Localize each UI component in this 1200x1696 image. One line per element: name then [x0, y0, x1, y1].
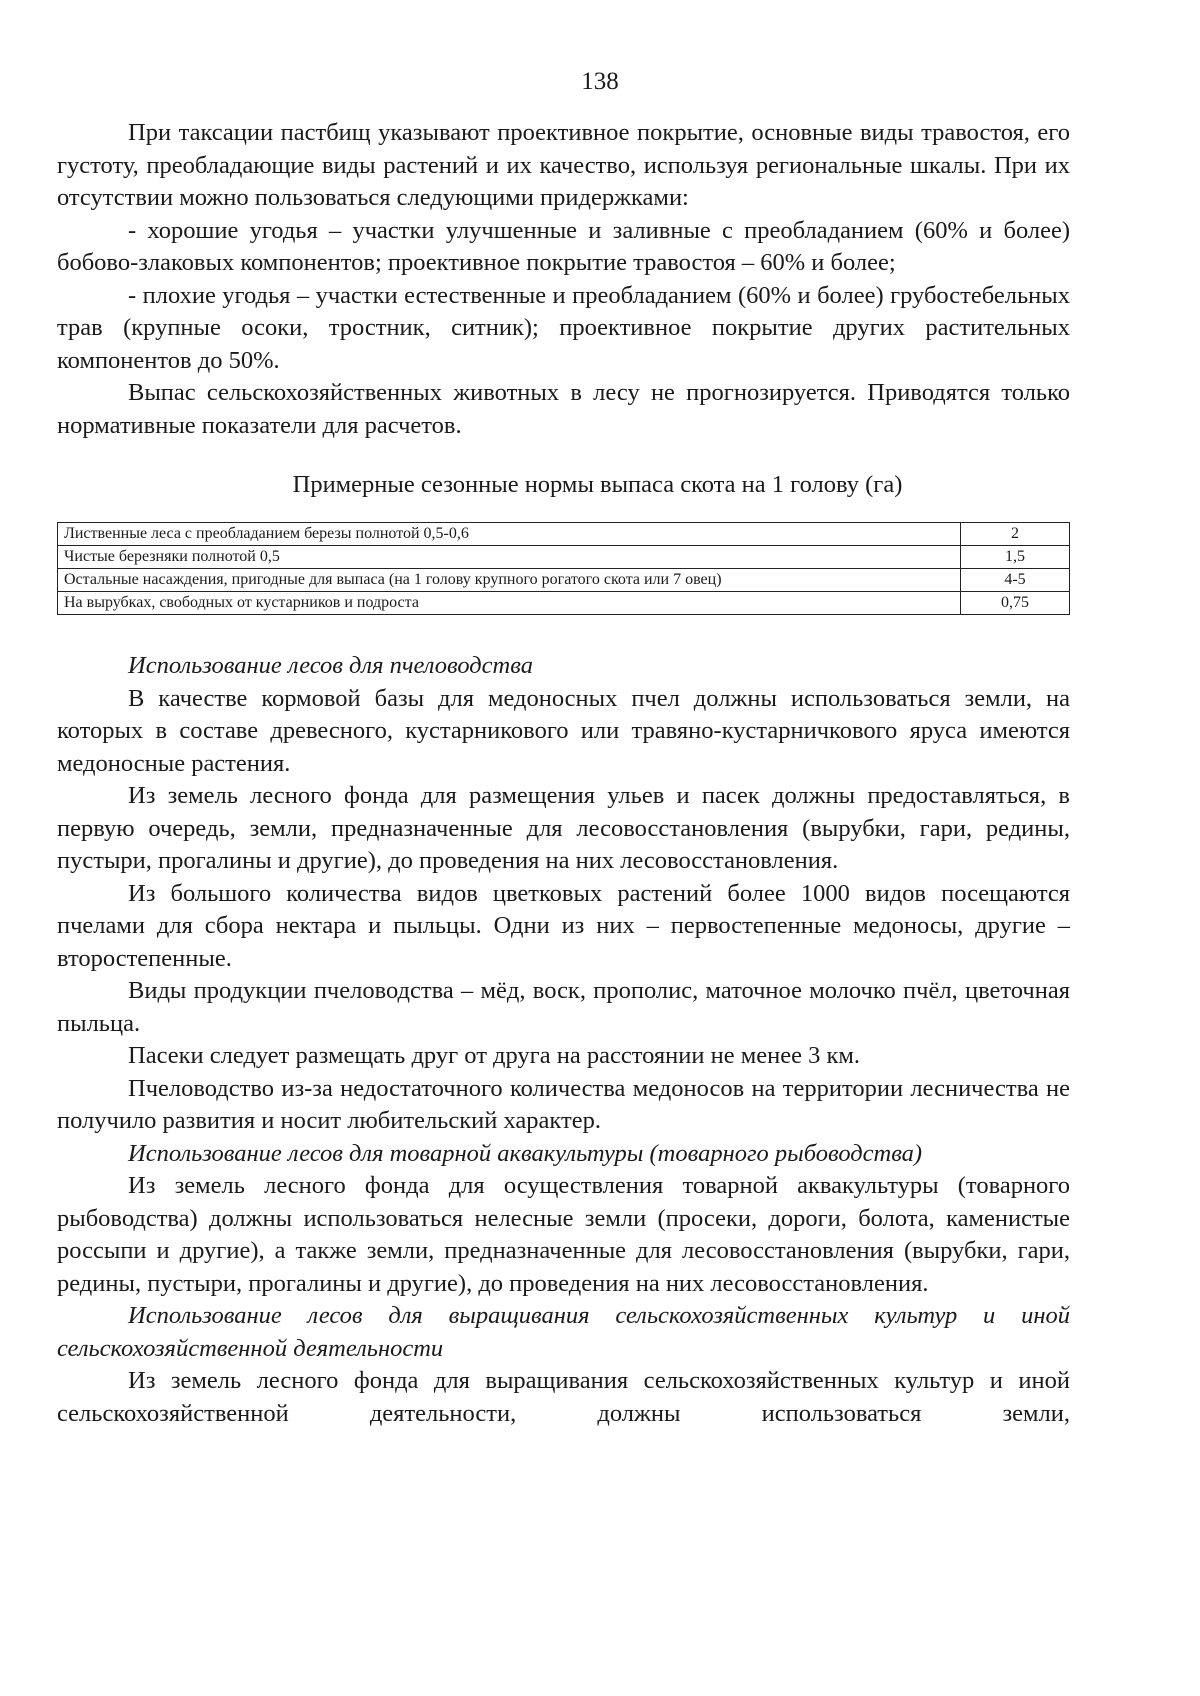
table-row — [58, 569, 1070, 592]
table-cell-label: Чистые березняки полнотой 0,5 — [58, 546, 961, 569]
table-caption: Примерные сезонные нормы выпаса скота на 1 голову (га) — [292, 471, 903, 498]
table-row — [58, 523, 1070, 546]
table-cell-value: 1,5 — [961, 546, 1070, 569]
list-item-good-pastures: - хорошие угодья – участки улучшенные и заливные с преобладанием (60% и более) бобово-злаковых компонентов; проективное покрытие травостоя – 60% и более; — [57, 216, 1070, 276]
paragraph: Пчеловодство из-за недостаточного количества медоносов на территории лесничества не получило развития и носит любительский характер. — [57, 1074, 1070, 1134]
paragraph: Из земель лесного фонда для размещения ульев и пасек должны предоставляться, в первую очередь, земли, предназначенные для лесовосстановления (вырубки, гари, редины, пустыри, прогалины и другие), до проведения на них лесовосстановления. — [57, 782, 1070, 874]
paragraph: Виды продукции пчеловодства – мёд, воск, прополис, маточное молочко пчёл, цветочная пыльца. — [57, 977, 1070, 1037]
grazing-norms-table — [57, 522, 1070, 615]
section-heading-beekeeping: Использование лесов для пчеловодства — [128, 652, 533, 679]
paragraph: При таксации пастбищ указывают проективное покрытие, основные виды травостоя, его густоту, преобладающие виды растений и их качество, используя региональные шкалы. При их отсутствии можно пользоваться следующими придержками: — [57, 119, 1070, 211]
paragraph: Из земель лесного фонда для осуществления товарной аквакультуры (товарного рыбоводства) должны использоваться нелесные земли (просеки, дороги, болота, каменистые россыпи и другие), а также земли, предназначенные для лесовосстановления (вырубки, гари, редины, пустыри, прогалины и другие), до проведения на них лесовосстановления. — [57, 1172, 1070, 1297]
table-row — [58, 592, 1070, 615]
table-row — [58, 546, 1070, 569]
paragraph: Из большого количества видов цветковых растений более 1000 видов посещаются пчелами для сбора нектара и пыльцы. Одни из них – первостепенные медоносы, другие – второстепенные. — [57, 879, 1070, 972]
section-heading-aquaculture: Использование лесов для товарной аквакультуры (товарного рыбоводства) — [128, 1139, 923, 1167]
paragraph: Выпас сельскохозяйственных животных в лесу не прогнозируется. Приводятся только нормативные показатели для расчетов. — [57, 379, 1070, 439]
table-cell-label: На вырубках, свободных от кустарников и подроста — [58, 592, 961, 615]
table-cell-value: 0,75 — [961, 592, 1070, 615]
paragraph: Из земель лесного фонда для выращивания сельскохозяйственных культур и иной сельскохозяйственной деятельности, должны использоваться земли, — [57, 1367, 1070, 1427]
page-content — [57, 117, 1070, 1430]
table-cell-value: 4-5 — [961, 569, 1070, 592]
table-cell-label: Лиственные леса с преобладанием березы полнотой 0,5-0,6 — [58, 523, 961, 546]
list-item-poor-pastures: - плохие угодья – участки естественные и преобладанием (60% и более) грубостебельных трав (крупные осоки, тростник, ситник); проективное покрытие других растительных компонентов до 50%. — [57, 281, 1070, 374]
section-heading-agriculture: Использование лесов для выращивания сельскохозяйственных культур и иной сельскохозяйственной деятельности — [57, 1302, 1070, 1362]
paragraph: В качестве кормовой базы для медоносных пчел должны использоваться земли, на которых в составе древесного, кустарникового или травяно-кустарничкового яруса имеются медоносные растения. — [57, 684, 1070, 777]
table-cell-value: 2 — [961, 523, 1070, 546]
table-cell-label: Остальные насаждения, пригодные для выпаса (на 1 голову крупного рогатого скота или 7 овец) — [58, 569, 961, 592]
paragraph: Пасеки следует размещать друг от друга на расстоянии не менее 3 км. — [128, 1042, 860, 1069]
page-number: 138 — [581, 68, 619, 95]
